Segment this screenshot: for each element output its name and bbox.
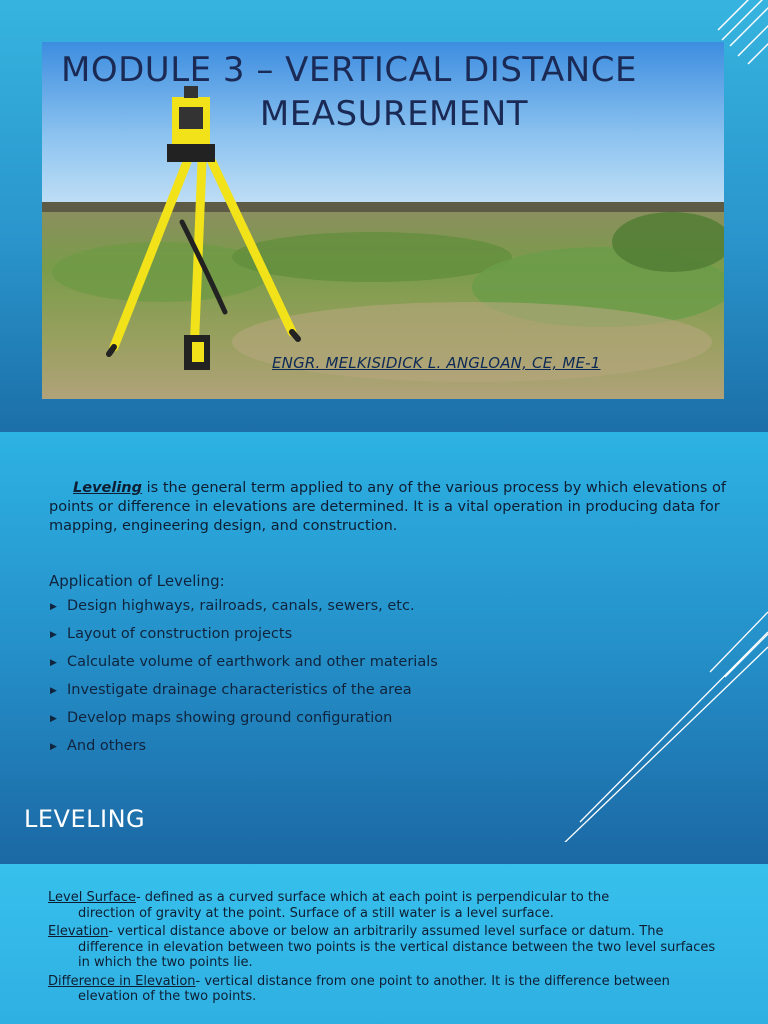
bullet-arrow-icon: ▶	[50, 630, 57, 640]
list-item: ▶ Design highways, railroads, canals, sewers, etc.	[50, 598, 415, 614]
list-item: ▶ Investigate drainage characteristics of the area	[50, 682, 412, 698]
title-line-2: MEASUREMENT	[259, 94, 529, 134]
list-item: ▶ And others	[50, 738, 147, 754]
leveling-term: Leveling	[73, 480, 143, 496]
decorative-lines	[560, 602, 768, 842]
bullet-arrow-icon: ▶	[50, 658, 57, 668]
author-name: ENGR. MELKISIDICK L. ANGLOAN, CE, ME-1	[272, 354, 601, 372]
application-heading: Application of Leveling:	[49, 572, 225, 590]
slide-3	[0, 864, 768, 1024]
slide-1	[0, 0, 768, 432]
leveling-definition	[49, 479, 729, 536]
bullet-arrow-icon: ▶	[50, 742, 57, 752]
bullet-arrow-icon: ▶	[50, 714, 57, 724]
slide-2-title: LEVELING	[24, 805, 146, 833]
list-item: ▶ Calculate volume of earthwork and other materials	[50, 654, 438, 670]
definitions-list	[48, 890, 728, 1008]
list-item: ▶ Develop maps showing ground configuration	[50, 710, 393, 726]
bullet-arrow-icon: ▶	[50, 686, 57, 696]
definition-term: Level Surface	[48, 890, 136, 905]
definition-item: Difference in Elevation- vertical distance from one point to another. It is the difference between elevation of the two points.	[48, 973, 670, 1004]
title-line-1: MODULE 3 – VERTICAL DISTANCE	[61, 50, 637, 90]
definition-item: Level Surface- defined as a curved surface which at each point is perpendicular to the direction of gravity at the point. Surface of a still water is a level surface.	[48, 890, 610, 921]
slide-2	[0, 432, 768, 864]
list-item: ▶ Layout of construction projects	[50, 626, 293, 642]
definition-term: Elevation	[48, 924, 109, 939]
definition-item: Elevation- vertical distance above or below an arbitrarily assumed level surface or datum. The difference in elevation between two points is the vertical distance between the two level surfaces in which the two points lie.	[48, 924, 716, 970]
definition-term: Difference in Elevation	[48, 973, 196, 989]
slide-1-title	[0, 48, 768, 136]
application-list	[50, 598, 438, 766]
bullet-arrow-icon: ▶	[50, 602, 57, 612]
leveling-definition-text: is the general term applied to any of the various process by which elevations of points or difference in elevations are determined. It is a vital operation in producing data for mapping, engineering design, and construction.	[49, 480, 727, 534]
